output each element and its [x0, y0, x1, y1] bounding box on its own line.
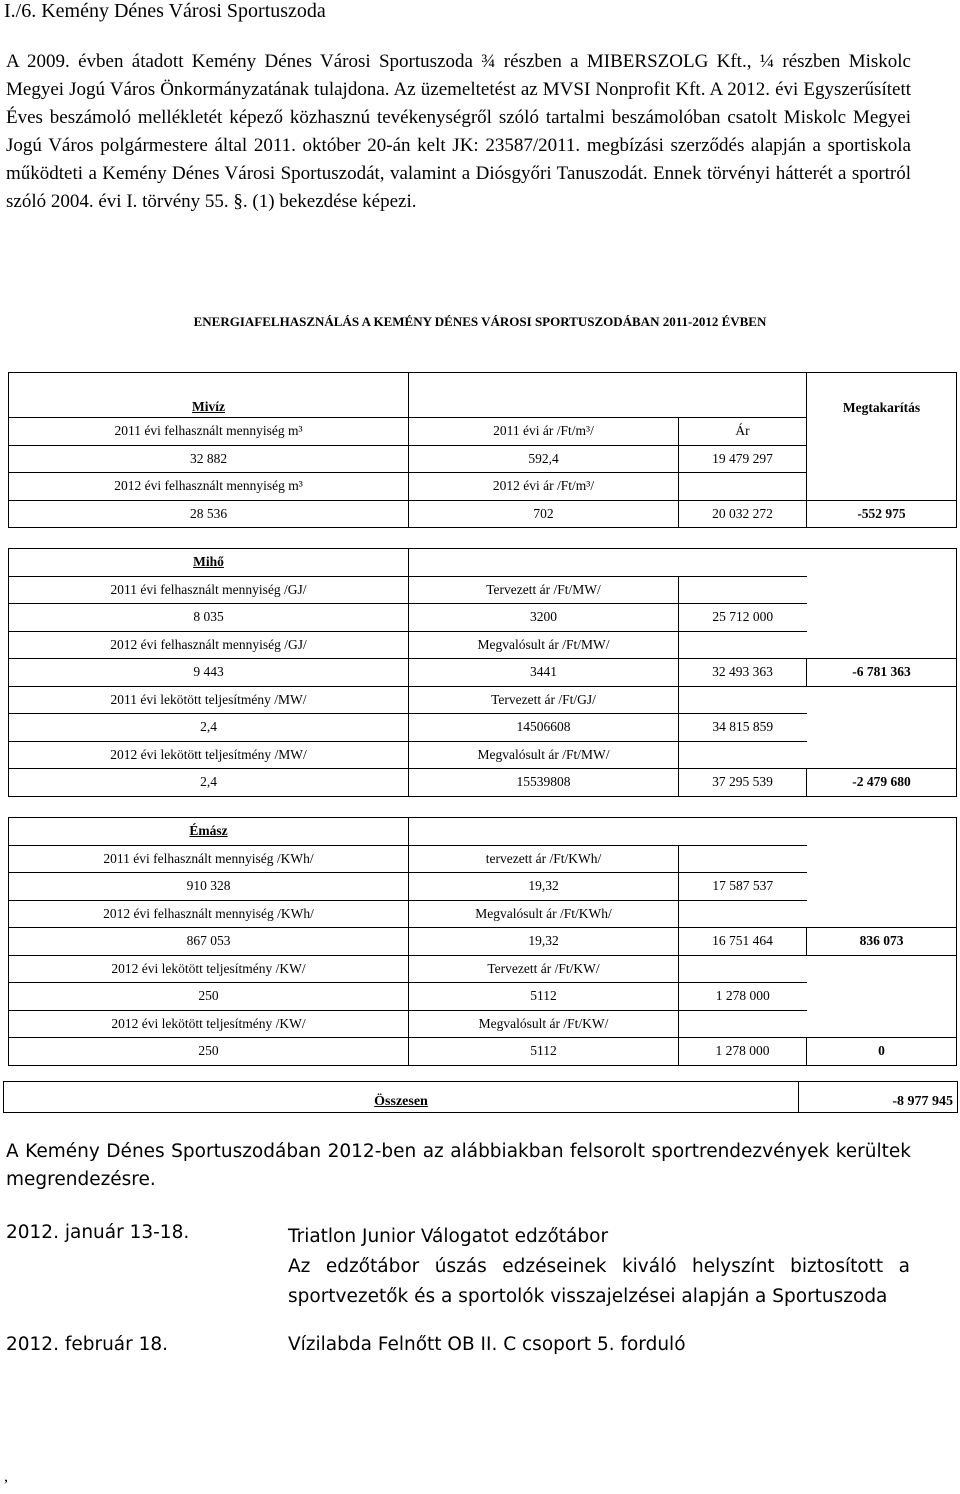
- table-row: 32 882 592,4 19 479 297: [9, 445, 957, 473]
- table-row: 2012 évi felhasznált mennyiség /GJ/ Megvalósult ár /Ft/MW/: [9, 631, 957, 659]
- table-row: 2011 évi felhasznált mennyiség /KWh/ tervezett ár /Ft/KWh/: [9, 845, 957, 873]
- miviz-table: [8, 372, 957, 528]
- table-row: 2,4 15539808 37 295 539 -2 479 680: [9, 769, 957, 797]
- miho-table: [8, 548, 957, 797]
- trailing-mark: ,: [4, 1468, 8, 1485]
- events-intro: A Kemény Dénes Sportuszodában 2012-ben az alábbiakban felsorolt sportrendezvények kerültek megrendezésre.: [6, 1141, 911, 1190]
- event-title: Triatlon Junior Válogatot edzőtábor: [288, 1226, 609, 1247]
- table-heading: ENERGIAFELHASZNÁLÁS A KEMÉNY DÉNES VÁROSI SPORTUSZODÁBAN 2011-2012 ÉVBEN: [193, 314, 767, 329]
- table-row: 2011 évi lekötött teljesítmény /MW/ Tervezett ár /Ft/GJ/: [9, 686, 957, 714]
- table-row: 2,4 14506608 34 815 859: [9, 714, 957, 742]
- emasz-savings-1: 836 073: [807, 928, 957, 956]
- miho-savings-2: -2 479 680: [807, 769, 957, 797]
- event-date: 2012. február 18.: [6, 1334, 169, 1355]
- table-row: 2012 évi lekötött teljesítmény /KW/ Tervezett ár /Ft/KW/: [9, 955, 957, 983]
- table-row: 2012 évi felhasznált mennyiség /KWh/ Megvalósult ár /Ft/KWh/: [9, 900, 957, 928]
- table-row: 8 035 3200 25 712 000: [9, 604, 957, 632]
- table-row: 250 5112 1 278 000 0: [9, 1038, 957, 1066]
- table-row: 2012 évi lekötött teljesítmény /KW/ Megvalósult ár /Ft/KW/: [9, 1010, 957, 1038]
- event-date: 2012. január 13-18.: [6, 1222, 190, 1243]
- miviz-title: Mivíz: [9, 373, 409, 418]
- event-1-text: [288, 1222, 910, 1312]
- intro-paragraph: A 2009. évben átadott Kemény Dénes Városi Sportuszoda ¾ részben a MIBERSZOLG Kft., ¼ részben Miskolc Megyei Jogú Város Önkormányzatának tulajdona. Az üzemeltetést az MVSI Nonprofit Kft. A 2012. évi Egyszerűsített Éves beszámoló mellékletét képező közhasznú tevékenységről szóló tartalmi beszámolóban csatolt Miskolc Megyei Jogú Város polgármestere által 2011. október 20-án kelt JK: 23587/2011. megbízási szerződés alapján a sportiskola működteti a Kemény Dénes Városi Sportuszodát, valamint a Diósgyőri Tanuszodát. Ennek törvényi hátterét a sportról szóló 2004. évi I. törvény 55. §. (1) bekezdése képezi.: [6, 51, 911, 212]
- table-row: 2012 évi lekötött teljesítmény /MW/ Megvalósult ár /Ft/MW/: [9, 741, 957, 769]
- table-row: 867 053 19,32 16 751 464 836 073: [9, 928, 957, 956]
- table-row: 28 536 702 20 032 272 -552 975: [9, 500, 957, 528]
- table-row: 250 5112 1 278 000: [9, 983, 957, 1011]
- total-label: Összesen: [374, 1094, 428, 1109]
- table-row: 9 443 3441 32 493 363 -6 781 363: [9, 659, 957, 687]
- section-title: I./6. Kemény Dénes Városi Sportuszoda: [4, 0, 326, 22]
- miho-savings-1: -6 781 363: [807, 659, 957, 687]
- miviz-savings: -552 975: [807, 500, 957, 528]
- event-title: Vízilabda Felnőtt OB II. C csoport 5. forduló: [288, 1334, 686, 1355]
- emasz-table: [8, 817, 957, 1066]
- table-row: 2011 évi felhasznált mennyiség /GJ/ Tervezett ár /Ft/MW/: [9, 576, 957, 604]
- miviz-savings-header: Megtakarítás: [807, 373, 957, 418]
- event-description: Az edzőtábor úszás edzéseinek kiváló helyszínt biztosított a sportvezetők és a sportolók visszajelzései alapján a Sportuszoda: [288, 1256, 910, 1307]
- table-row: 2011 évi felhasznált mennyiség m³ 2011 évi ár /Ft/m³/ Ár: [9, 418, 957, 446]
- emasz-title: Émász: [9, 818, 409, 846]
- total-value: -8 977 945: [799, 1082, 958, 1113]
- emasz-savings-2: 0: [807, 1038, 957, 1066]
- miho-title: Mihő: [9, 549, 409, 577]
- total-table: [3, 1081, 958, 1113]
- table-row: 910 328 19,32 17 587 537: [9, 873, 957, 901]
- table-row: 2012 évi felhasznált mennyiség m³ 2012 évi ár /Ft/m³/: [9, 473, 957, 501]
